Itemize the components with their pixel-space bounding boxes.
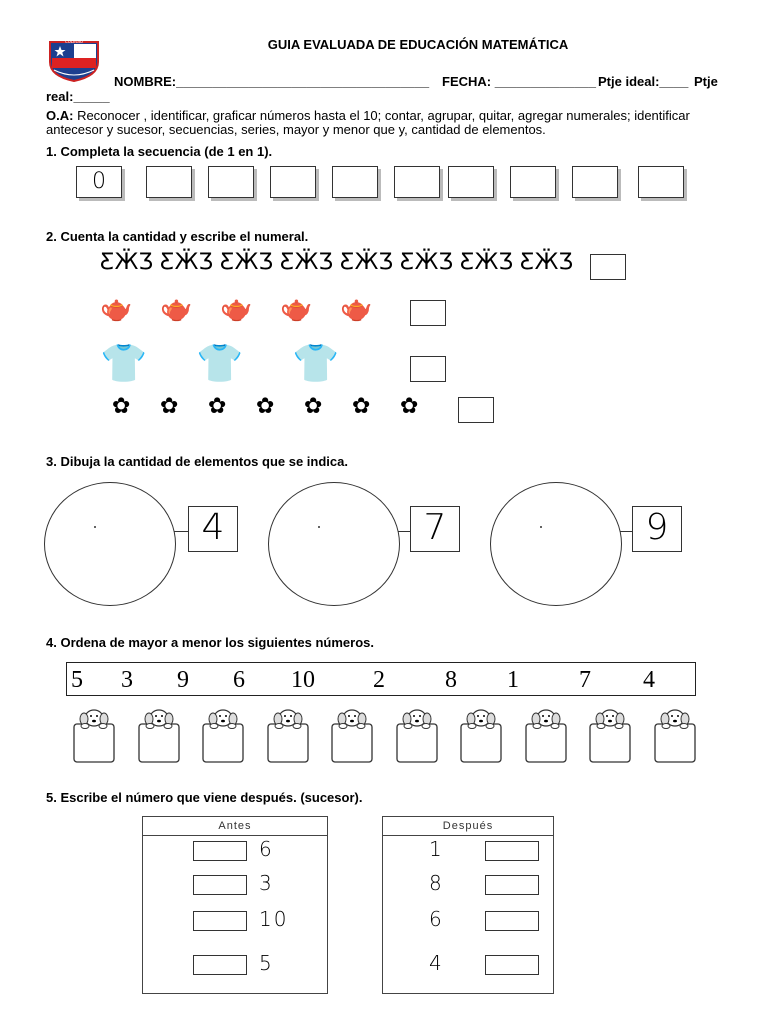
target-number-box [188,506,238,552]
objectives-label: O.A: [46,108,74,123]
tshirt-icon: 👕 [100,341,148,385]
question-2-title: 2. Cuenta la cantidad y escribe el numeral. [46,229,309,244]
question-4-title: 4. Ordena de mayor a menor los siguientes números. [46,635,374,650]
dog-icon [588,706,632,764]
number-to-order: 2 [373,667,385,693]
teapot-icon: 🫖 [100,294,133,324]
target-number: 4 [201,507,225,548]
number-to-order: 4 [643,667,655,693]
flower-icon: ✿ [160,394,179,419]
number-to-order: 1 [507,667,519,693]
despues-answer-box[interactable] [485,911,539,931]
dog-icon [653,706,697,764]
dog-answer-box[interactable] [137,706,181,764]
objectives [46,109,736,137]
despues-answer-box[interactable] [485,875,539,895]
sequence-box[interactable] [146,166,192,198]
target-number: 9 [645,507,669,548]
dog-icon [330,706,374,764]
sequence-box [76,166,122,198]
drawing-circle[interactable] [490,482,622,606]
dog-answer-box[interactable] [330,706,374,764]
real-score-label-b[interactable]: real:_____ [46,89,110,104]
despues-number: 8 [429,871,444,895]
teapot-icon: 🫖 [160,294,193,324]
antes-number: 3 [259,871,274,895]
butterfly-icon: ƸӜƷ [220,250,274,275]
despues-answer-box[interactable] [485,841,539,861]
flower-icon: ✿ [352,394,371,419]
flower-icon: ✿ [400,394,419,419]
teapot-icon: 🫖 [280,294,313,324]
objectives-line2: antecesor y sucesor, secuencias, series, mayor y menor que y, cantidad de elementos. [46,122,546,137]
sequence-box[interactable] [208,166,254,198]
antes-table [142,816,328,994]
dog-answer-box[interactable] [72,706,116,764]
tshirt-icon: 👕 [196,341,244,385]
tshirt-icon: 👕 [292,341,340,385]
butterfly-icon: ƸӜƷ [400,250,454,275]
antes-number: 6 [259,837,274,861]
despues-number: 4 [429,951,444,975]
connector-line [398,531,410,532]
number-to-order: 10 [291,667,315,693]
butterfly-icon: ƸӜƷ [520,250,574,275]
dog-answer-box[interactable] [266,706,310,764]
despues-header: Después [383,817,553,836]
page-title: GUIA EVALUADA DE EDUCACIÓN MATEMÁTICA [267,37,569,52]
flower-icon: ✿ [256,394,275,419]
drawing-circle[interactable] [268,482,400,606]
count-answer-box[interactable] [590,254,626,280]
objectives-line1: Reconocer , identificar, graficar números hasta el 10; contar, agrupar, quitar, agregar numerales; identificar [73,108,690,123]
antes-answer-box[interactable] [193,955,247,975]
count-answer-box[interactable] [458,397,494,423]
antes-answer-box[interactable] [193,875,247,895]
numbers-to-order [66,662,696,696]
target-number-box [410,506,460,552]
butterfly-icon: ƸӜƷ [280,250,334,275]
despues-number: 1 [429,837,444,861]
flower-icon: ✿ [304,394,323,419]
sequence-box[interactable] [638,166,684,198]
circle-center-dot [318,526,320,528]
number-to-order: 3 [121,667,133,693]
dog-answer-box[interactable] [588,706,632,764]
despues-answer-box[interactable] [485,955,539,975]
count-answer-box[interactable] [410,356,446,382]
question-5-title: 5. Escribe el número que viene después. (sucesor). [46,790,363,805]
dog-answer-box[interactable] [459,706,503,764]
despues-table [382,816,554,994]
butterfly-icon: ƸӜƷ [100,250,154,275]
sequence-box[interactable] [394,166,440,198]
question-3-title: 3. Dibuja la cantidad de elementos que se indica. [46,454,348,469]
despues-number: 6 [429,907,444,931]
dog-answer-box[interactable] [653,706,697,764]
date-field-label[interactable]: FECHA: ______________ [442,74,596,89]
number-to-order: 5 [71,667,83,693]
count-answer-box[interactable] [410,300,446,326]
dog-answer-box[interactable] [201,706,245,764]
dog-answer-box[interactable] [395,706,439,764]
teapot-icon: 🫖 [220,294,253,324]
antes-number: 10 [259,907,289,931]
connector-line [174,531,188,532]
dog-icon [201,706,245,764]
circle-center-dot [540,526,542,528]
butterfly-icon: ƸӜƷ [460,250,514,275]
number-to-order: 8 [445,667,457,693]
dog-icon [395,706,439,764]
sequence-box[interactable] [270,166,316,198]
teapot-icon: 🫖 [340,294,373,324]
number-to-order: 7 [579,667,591,693]
butterfly-icon: ƸӜƷ [340,250,394,275]
circle-center-dot [94,526,96,528]
antes-answer-box[interactable] [193,841,247,861]
antes-answer-box[interactable] [193,911,247,931]
svg-text:COLEGIO: COLEGIO [64,39,84,44]
antes-number: 5 [259,951,274,975]
real-score-label-a: Ptje [694,74,718,89]
dog-icon [524,706,568,764]
butterfly-icon: ƸӜƷ [160,250,214,275]
dog-icon [266,706,310,764]
connector-line [620,531,632,532]
number-to-order: 9 [177,667,189,693]
sequence-box[interactable] [510,166,556,198]
sequence-box[interactable] [332,166,378,198]
target-number-box [632,506,682,552]
sequence-start-value: 0 [92,169,106,194]
flower-icon: ✿ [112,394,131,419]
dog-icon [72,706,116,764]
dog-answer-box[interactable] [524,706,568,764]
number-to-order: 6 [233,667,245,693]
dog-icon [137,706,181,764]
flower-icon: ✿ [208,394,227,419]
ideal-score-label[interactable]: Ptje ideal:____ [598,74,689,89]
dog-icon [459,706,503,764]
antes-header: Antes [143,817,327,836]
drawing-circle[interactable] [44,482,176,606]
name-field-label[interactable]: NOMBRE:___________________________________ [114,74,430,89]
target-number: 7 [423,507,447,548]
question-1-title: 1. Completa la secuencia (de 1 en 1). [46,144,273,159]
sequence-box[interactable] [448,166,494,198]
sequence-box[interactable] [572,166,618,198]
